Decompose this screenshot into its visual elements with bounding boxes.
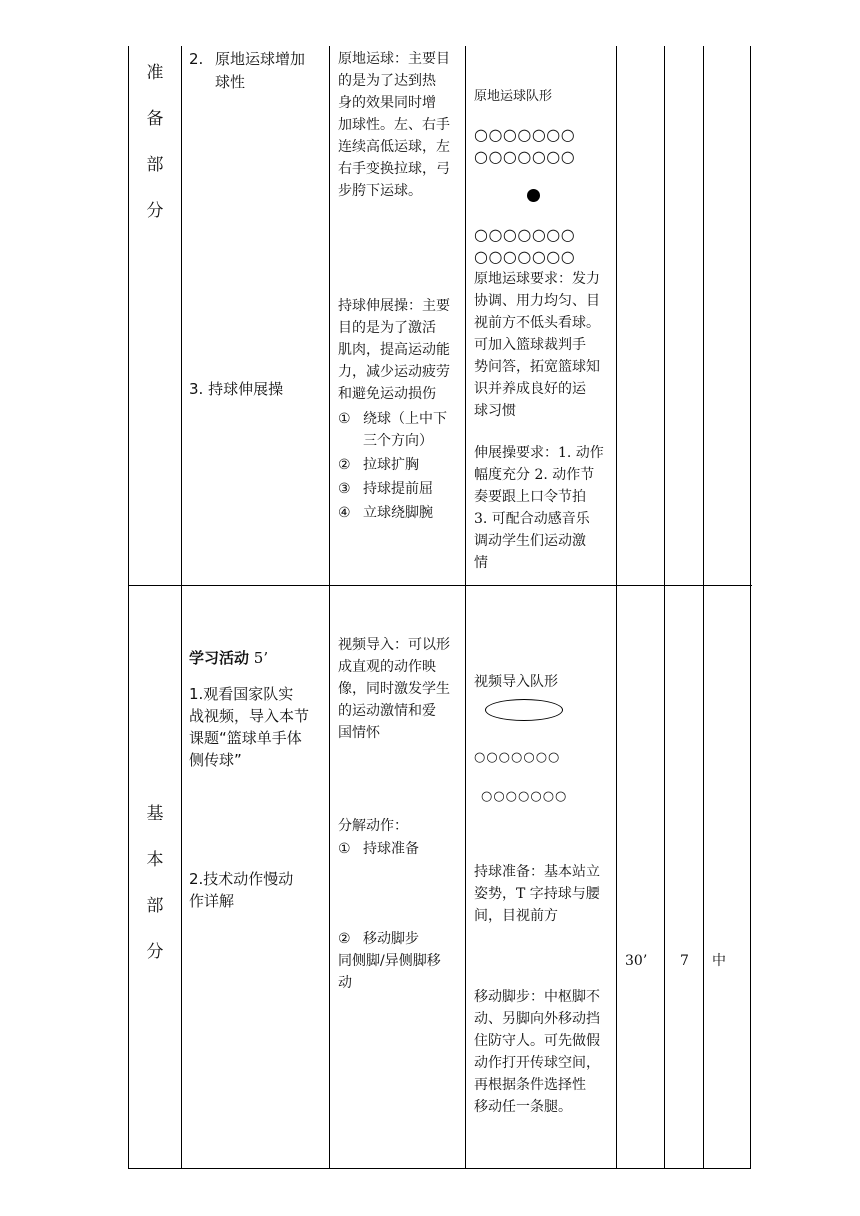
purpose2-line: 目的是为了激活 [338, 320, 436, 336]
move-feet-line: 再根据条件选择性 [474, 1077, 586, 1093]
section-label-preparation: 准备部分 [146, 63, 164, 221]
dribble-req-line: 识并养成良好的运 [474, 381, 586, 397]
stretch-item: ③ 持球提前屈 [338, 481, 433, 497]
breakdown-item-1: 持球准备 [363, 841, 419, 857]
breakdown-item-2-num: ② [338, 931, 351, 947]
purpose1-line: 连续高低运球，左 [338, 139, 450, 155]
purpose2-line: 肌肉，提高运动能 [338, 342, 450, 358]
video-intro-line: 成直观的动作映 [338, 659, 436, 675]
breakdown-title: 分解动作： [338, 818, 408, 834]
activity-time: 5’ [253, 649, 269, 667]
video-formation-title: 视频导入队形 [474, 674, 558, 690]
stretch-item: ① 绕球（上中下 三个方向） [338, 411, 447, 449]
table-col-line-6 [703, 46, 704, 1169]
dribble-req-line: 视前方不低头看球。 [474, 315, 600, 331]
move-feet-block [474, 986, 600, 1118]
activity1-line: 战视频，导入本节 [189, 707, 310, 725]
hold-ready-block [474, 861, 600, 927]
video-intro-line: 的运动激情和爱 [338, 703, 436, 719]
activity1-line: 1.观看国家队实 [189, 685, 294, 703]
purpose2-line: 和避免运动损伤 [338, 386, 436, 402]
dribble-req-line: 可加入篮球裁判手 [474, 337, 586, 353]
dribble-req-line: 协调、用力均匀、目 [474, 293, 600, 309]
section-label-basic: 基本部分 [146, 804, 164, 962]
screen-ellipse-icon [485, 699, 563, 721]
hold-ready-line: 姿势，T 字持球与腰 [474, 886, 600, 902]
table-section-divider [128, 585, 752, 586]
activity1-line: 课题“篮球单手体 [189, 729, 302, 747]
activity2-line: 作详解 [189, 892, 235, 910]
video-intro-block [338, 634, 450, 744]
breakdown-item-1-num: ① [338, 841, 351, 857]
dribble-req-line: 原地运球要求：发力 [474, 271, 600, 287]
move-feet-line: 动作打开传球空间， [474, 1055, 600, 1071]
video-intro-line: 国情怀 [338, 725, 380, 741]
table-col-line-4 [616, 46, 617, 1169]
table-border-left [128, 46, 129, 1169]
video-formation-row: ○○○○○○○ [474, 750, 561, 765]
duration-cell: 30’ [625, 953, 648, 969]
breakdown-item-2: 移动脚步 [363, 931, 419, 947]
teacher-marker-icon [527, 189, 540, 202]
stretch-item: ② 拉球扩胸 [338, 457, 419, 473]
move-feet-line: 住防守人。可先做假 [474, 1033, 600, 1049]
formation-row: ○○○○○○○ [474, 147, 576, 166]
breakdown-item-2-detail: 同侧脚/异侧脚移 [338, 953, 441, 969]
formation-title: 原地运球队形 [474, 89, 553, 104]
stretch-req-line: 幅度充分 2. 动作节 [474, 467, 595, 483]
breakdown-item-2-detail: 动 [338, 975, 352, 991]
video-formation-row: ○○○○○○○ [481, 789, 568, 804]
item2-line1: 原地运球增加 [215, 50, 306, 68]
hold-ready-line: 持球准备：基本站立 [474, 864, 600, 880]
stretch-requirements [474, 442, 604, 574]
purpose1-line: 的是为了达到热 [338, 73, 436, 89]
formation-row: ○○○○○○○ [474, 125, 576, 144]
item2-line2: 球性 [215, 73, 246, 91]
video-intro-line: 视频导入：可以形 [338, 637, 450, 653]
purpose2-line: 持球伸展操：主要 [338, 298, 450, 314]
purpose1-line: 步胯下运球。 [338, 183, 422, 199]
stretch-req-line: 奏要跟上口令节拍 [474, 489, 586, 505]
table-border-bottom [128, 1168, 751, 1169]
dribble-requirements [474, 268, 600, 422]
purpose2-line: 力，减少运动疲劳 [338, 364, 450, 380]
formation-row: ○○○○○○○ [474, 225, 576, 244]
stretch-req-line: 情 [474, 555, 488, 571]
table-border-right [750, 46, 751, 1169]
activity-heading [189, 647, 268, 669]
stretch-list [338, 408, 468, 524]
purpose1-line: 原地运球：主要目 [338, 51, 450, 67]
table-col-line-2 [329, 46, 330, 1169]
purpose1-line: 加球性。左、右手 [338, 117, 450, 133]
move-feet-line: 移动脚步：中枢脚不 [474, 989, 600, 1005]
video-intro-line: 像，同时激发学生 [338, 681, 450, 697]
stretch-req-line: 3. 可配合动感音乐 [474, 511, 590, 527]
hold-ready-line: 间，目视前方 [474, 908, 558, 924]
activity1-block [189, 683, 309, 771]
table-col-line-5 [664, 46, 665, 1169]
move-feet-line: 动、另脚向外移动挡 [474, 1011, 600, 1027]
purpose2-block [338, 295, 450, 405]
formation-row: ○○○○○○○ [474, 247, 576, 266]
activity2-block [189, 868, 293, 912]
stretch-req-line: 调动学生们运动激 [474, 533, 586, 549]
item2-number: 2. [189, 50, 204, 68]
item3-stretch: 3. 持球伸展操 [189, 380, 284, 398]
activity1-line: 侧传球” [189, 751, 242, 769]
stretch-req-line: 伸展操要求：1. 动作 [474, 445, 604, 461]
move-feet-line: 移动任一条腿。 [474, 1099, 572, 1115]
intensity-cell: 中 [712, 953, 726, 969]
table-col-line-1 [181, 46, 182, 1169]
dribble-req-line: 势问答，拓宽篮球知 [474, 359, 600, 375]
table-col-line-3 [465, 46, 466, 1169]
dribble-req-line: 球习惯 [474, 403, 516, 419]
count-cell: 7 [680, 953, 689, 969]
activity-title: 学习活动 [189, 649, 250, 667]
purpose1-block [338, 48, 450, 202]
purpose1-line: 右手变换拉球，弓 [338, 161, 450, 177]
stretch-item: ④ 立球绕脚腕 [338, 505, 433, 521]
activity2-line: 2.技术动作慢动 [189, 870, 294, 888]
purpose1-line: 身的效果同时增 [338, 95, 436, 111]
